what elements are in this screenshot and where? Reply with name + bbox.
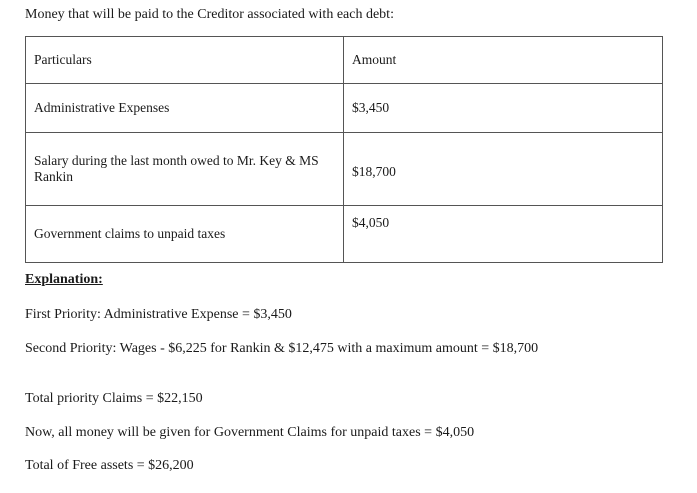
row-amount: $18,700 <box>344 133 663 206</box>
header-amount: Amount <box>344 37 663 84</box>
header-particulars: Particulars <box>26 37 344 84</box>
table-row <box>26 133 663 206</box>
explanation-title: Explanation: <box>25 272 103 287</box>
row-amount: $4,050 <box>344 206 663 263</box>
explanation-line-first-priority: First Priority: Administrative Expense = $3,450 <box>25 307 292 322</box>
table-row <box>26 206 663 263</box>
creditor-debts-table <box>25 36 663 263</box>
row-amount: $3,450 <box>344 84 663 133</box>
row-particular: Government claims to unpaid taxes <box>26 206 344 263</box>
intro-text: Money that will be paid to the Creditor associated with each debt: <box>25 7 394 22</box>
explanation-line-total-priority: Total priority Claims = $22,150 <box>25 391 203 406</box>
explanation-line-second-priority: Second Priority: Wages - $6,225 for Rankin & $12,475 with a maximum amount = $18,700 <box>25 341 539 356</box>
table-row <box>26 84 663 133</box>
row-particular: Salary during the last month owed to Mr. Key & MS Rankin <box>26 133 344 206</box>
explanation-line-government-claims: Now, all money will be given for Government Claims for unpaid taxes = $4,050 <box>25 425 475 440</box>
table-header-row <box>26 37 663 84</box>
row-particular: Administrative Expenses <box>26 84 344 133</box>
explanation-line-free-assets: Total of Free assets = $26,200 <box>25 458 194 473</box>
